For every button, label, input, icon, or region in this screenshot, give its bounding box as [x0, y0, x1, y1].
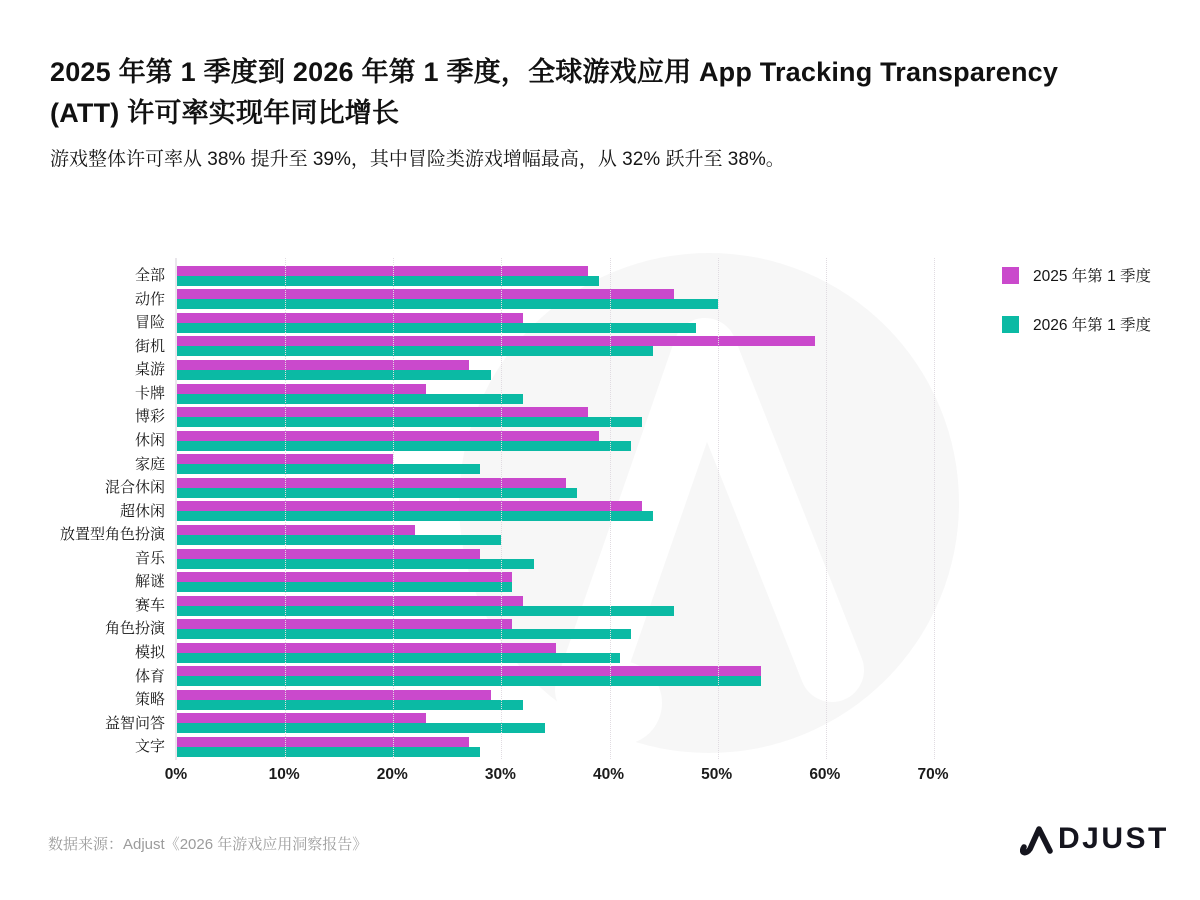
bar-2025: [177, 549, 480, 559]
category-label: 超休闲: [119, 502, 165, 520]
category-row: [177, 453, 967, 477]
bar-2026: [177, 394, 523, 404]
bar-2026: [177, 417, 642, 427]
category-label: 动作: [134, 290, 165, 308]
category-label: 博彩: [134, 408, 165, 426]
gridline-10%: [285, 258, 286, 759]
legend-label-2026: 2026 年第 1 季度: [1033, 317, 1152, 334]
bar-2025: [177, 666, 761, 676]
bar-2026: [177, 747, 480, 757]
category-label: 家庭: [134, 455, 165, 473]
bar-2026: [177, 653, 620, 663]
x-axis-labels: [164, 766, 966, 788]
category-row: [177, 311, 967, 335]
category-label: 音乐: [134, 549, 165, 567]
gridline-40%: [610, 258, 611, 759]
legend-item-2026: [1002, 313, 1151, 335]
page-title: [50, 52, 1170, 134]
category-label: 文字: [134, 738, 165, 756]
bar-2025: [177, 737, 469, 747]
bar-2025: [177, 643, 556, 653]
gridline-20%: [393, 258, 394, 759]
category-row: [177, 382, 967, 406]
category-label: 体育: [134, 667, 165, 685]
bar-2026: [177, 535, 501, 545]
category-label: 全部: [134, 267, 165, 284]
bar-2026: [177, 511, 653, 521]
bar-2025: [177, 525, 415, 535]
x-tick-20%: 20%: [376, 766, 408, 783]
category-row: [177, 594, 967, 618]
bar-2025: [177, 619, 512, 629]
category-row: [177, 523, 967, 547]
x-tick-70%: 70%: [917, 766, 949, 783]
gridline-70%: [934, 258, 935, 759]
bar-2026: [177, 488, 577, 498]
bar-2025: [177, 360, 469, 370]
category-row: [177, 688, 967, 712]
category-label: 模拟: [134, 644, 165, 661]
category-label: 桌游: [134, 361, 165, 379]
x-tick-40%: 40%: [593, 766, 625, 783]
category-row: [177, 735, 967, 759]
bar-2026: [177, 346, 653, 356]
bar-2025: [177, 407, 588, 417]
category-label: 放置型角色扮演: [59, 526, 165, 544]
category-row: [177, 476, 967, 500]
x-tick-60%: 60%: [809, 766, 841, 783]
bar-2026: [177, 370, 491, 380]
bar-2025: [177, 384, 426, 394]
page-title-line2: (ATT) 许可率实现年同比增长: [50, 98, 400, 128]
adjust-logo-text: DJUST: [1058, 822, 1169, 855]
x-tick-30%: 30%: [484, 766, 516, 783]
category-row: [177, 665, 967, 689]
bar-2026: [177, 676, 761, 686]
category-row: [177, 641, 967, 665]
adjust-logo: [1020, 822, 1169, 856]
x-tick-50%: 50%: [701, 766, 733, 783]
category-row: [177, 264, 967, 288]
bar-2025: [177, 501, 642, 511]
page-title-line1: 2025 年第 1 季度到 2026 年第 1 季度，全球游戏应用 App Tracking Transparency: [50, 57, 1059, 87]
bar-2026: [177, 700, 523, 710]
category-label: 解谜: [134, 573, 165, 591]
bar-chart-plot: [177, 264, 967, 759]
bar-2025: [177, 478, 566, 488]
category-row: [177, 288, 967, 312]
adjust-logo-a-icon: [1020, 822, 1056, 856]
bar-2026: [177, 629, 631, 639]
category-row: [177, 570, 967, 594]
category-row: [177, 547, 967, 571]
bar-2025: [177, 289, 674, 299]
data-source: 数据来源：Adjust《2026 年游戏应用洞察报告》: [48, 836, 368, 853]
legend: [1002, 264, 1151, 362]
category-row: [177, 358, 967, 382]
bar-2026: [177, 441, 631, 451]
category-row: [177, 712, 967, 736]
bar-2025: [177, 690, 491, 700]
category-row: [177, 335, 967, 359]
bar-2025: [177, 572, 512, 582]
category-label: 益智问答: [104, 714, 165, 732]
x-tick-10%: 10%: [268, 766, 300, 783]
bar-2026: [177, 582, 512, 592]
legend-swatch-2026-icon: [1002, 316, 1019, 333]
page-subtitle: 游戏整体许可率从 38% 提升至 39%，其中冒险类游戏增幅最高，从 32% 跃升至 38%。: [50, 149, 785, 170]
gridline-30%: [501, 258, 502, 759]
category-label: 策略: [134, 691, 165, 709]
bar-2025: [177, 596, 523, 606]
category-label: 赛车: [134, 596, 165, 614]
bar-2026: [177, 606, 674, 616]
gridline-60%: [826, 258, 827, 759]
gridline-50%: [718, 258, 719, 759]
y-axis-labels: [0, 264, 165, 759]
bar-2026: [177, 323, 696, 333]
bar-2025: [177, 266, 588, 276]
bar-2026: [177, 723, 545, 733]
bar-2026: [177, 559, 534, 569]
bar-2025: [177, 431, 599, 441]
category-label: 混合休闲: [104, 479, 165, 497]
category-label: 冒险: [134, 314, 165, 332]
bar-2026: [177, 276, 599, 286]
bar-2025: [177, 713, 426, 723]
category-label: 角色扮演: [104, 620, 165, 638]
category-row: [177, 500, 967, 524]
bar-2026: [177, 464, 480, 474]
legend-label-2025: 2025 年第 1 季度: [1033, 268, 1152, 285]
category-label: 休闲: [134, 431, 165, 449]
x-tick-0%: 0%: [164, 766, 188, 783]
bar-2025: [177, 313, 523, 323]
legend-swatch-2025-icon: [1002, 267, 1019, 284]
category-label: 街机: [134, 337, 165, 355]
legend-item-2025: [1002, 264, 1151, 286]
bar-2026: [177, 299, 718, 309]
category-row: [177, 405, 967, 429]
category-row: [177, 617, 967, 641]
category-row: [177, 429, 967, 453]
category-label: 卡牌: [134, 384, 165, 402]
bar-2025: [177, 336, 815, 346]
